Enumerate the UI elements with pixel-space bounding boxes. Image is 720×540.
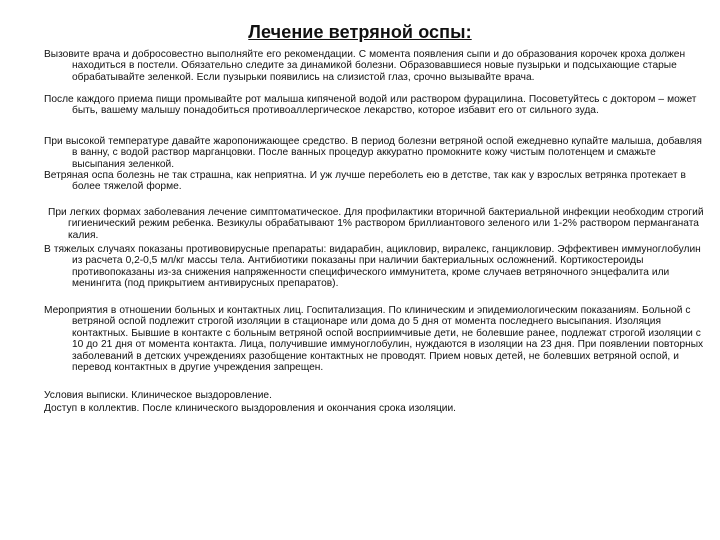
paragraph-mild-forms: При легких формах заболевания лечение симптоматическое. Для профилактики вторичной бактериальной инфекции необходим строгий гигиенический режим ребенка. Везикулы обрабатывают 1% раствором бриллиантового зеленого или 1-2% раствором перманганата калия.: [48, 207, 704, 241]
paragraph-doctor-visit: Вызовите врача и добросовестно выполняйте его рекомендации. С момента появления сыпи и до образования корочек кроха должен находиться в постели. Обязательно следите за динамикой болезни. Образовавшиеся новые пузырьки и подсыхающие старые обрабатывайте зеленкой. Если пузырьки появились на слизистой глаз, срочно вызывайте врача.: [44, 49, 686, 83]
paragraph-mouth-rinse: После каждого приема пищи промывайте рот малыша кипяченой водой или раствором фурацилина. Посоветуйтесь с доктором – может быть, вашему малышу понадобиться противоаллергическое лекарство, которое избавит его от сильного зуда.: [44, 94, 697, 117]
paragraph-collective-access: Доступ в коллектив. После клинического выздоровления и окончания срока изоляции.: [44, 403, 457, 414]
paragraph-severe-cases: В тяжелых случаях показаны противовирусные препараты: видарабин, ацикловир, виралекс, ганцикловир. Эффективен иммуноглобулин из расчета 0,2-0,5 мл/кг массы тела. Антибиотики показаны при наличии бактериальных осложнений. Кортикостероиды противопоказаны из-за снижения напряженности специфического иммунитета, кроме случаев ветряночного энцефалита или менингита (под прикрытием антивирусных препаратов).: [44, 244, 701, 290]
page-title: Лечение ветряной оспы:: [248, 22, 472, 42]
paragraph-contact-measures: Мероприятия в отношении больных и контактных лиц. Госпитализация. По клиническим и эпидемиологическим показаниям. Больной с ветряной оспой подлежит строгой изоляции в стационаре или дома до 5 дня от момента последнего высыпания. Изоляция контактных. Бывшие в контакте с больным ветряной оспой восприимчивые дети, не болевшие ранее, подлежат строгой изоляции с 10 до 21 дня от момента контакта. Лица, получившие иммуноглобулин, нуждаются в изоляции на 23 дня. При появлении повторных заболеваний в детских учреждениях разобщение контактных не проводят. Прием новых детей, не болевших ветряной оспой, и перевод контактных в другие учреждения запрещен.: [44, 305, 704, 374]
paragraph-fever-bathing: При высокой температуре давайте жаропонижающее средство. В период болезни ветряной оспой ежедневно купайте малыша, добавляя в ванну, с водой раствор марганцовки. После ванных процедур аккуратно промокните кожу чистым полотенцем и смажьте высыпания зеленкой.: [44, 136, 702, 170]
paragraph-childhood-note: Ветряная оспа болезнь не так страшна, как неприятна. И уж лучше переболеть ею в детстве, так как у взрослых ветрянка протекает в более тяжелой форме.: [44, 170, 686, 193]
paragraph-discharge-conditions: Условия выписки. Клиническое выздоровление.: [44, 390, 272, 401]
